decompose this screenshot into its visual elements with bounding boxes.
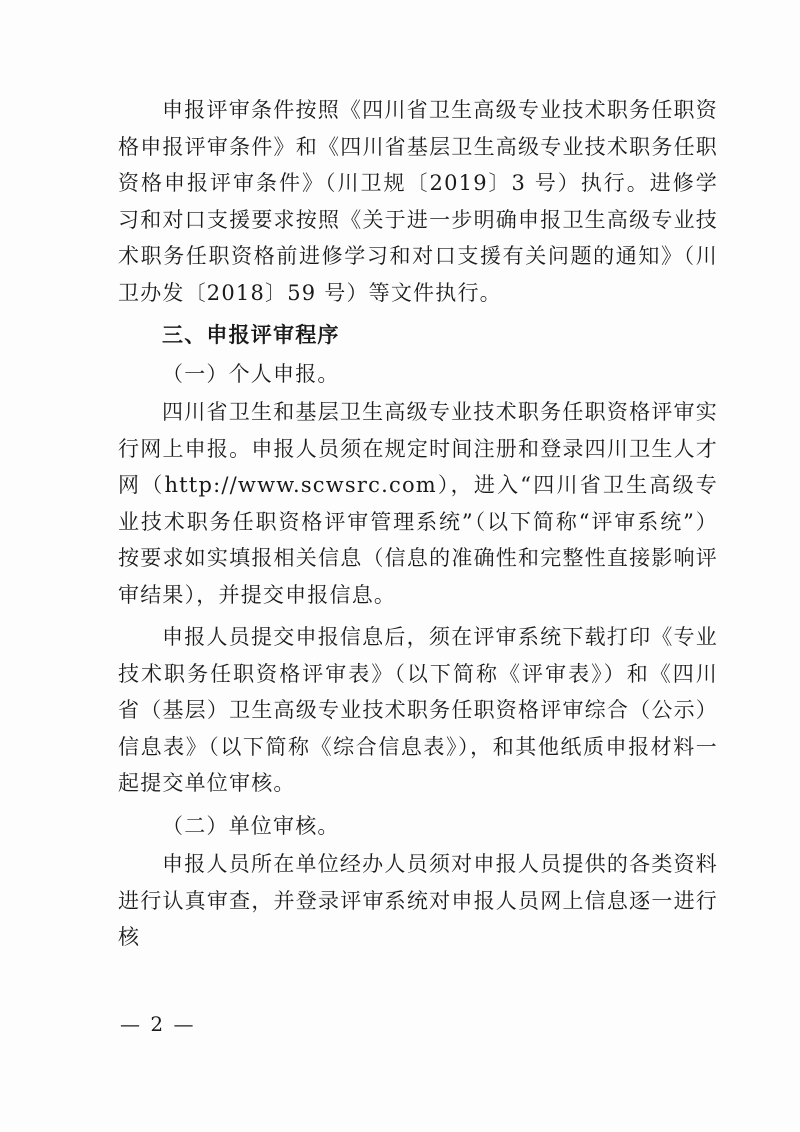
subsection-heading-personal-application: （一）个人申报。 [162, 361, 340, 386]
page-number: — 2 — [120, 1012, 196, 1036]
paragraph-application-conditions: 申报评审条件按照《四川省卫生高级专业技术职务任职资格申报评审条件》和《四川省基层卫生高级专业技术职务任职资格申报评审条件》（川卫规〔2019〕3 号）执行。进修学习和对口支援要求按照《关于进一步明确申报卫生高级专业技术职务任职资格前进修学习和对口支援有关问题的通知》（川卫办发〔2018〕59 号）等文件执行。 [118, 98, 718, 305]
paragraph-print-forms: 申报人员提交申报信息后，须在评审系统下载打印《专业技术职务任职资格评审表》（以下简称《评审表》）和《四川省（基层）卫生高级专业技术职务任职资格评审综合（公示）信息表》（以下简称《综合信息表》），和其他纸质申报材料一起提交单位审核。 [118, 625, 718, 795]
section-heading-procedure: 三、申报评审程序 [162, 323, 340, 347]
paragraph-unit-review: 申报人员所在单位经办人员须对申报人员提供的各类资料进行认真审查，并登录评审系统对申报人员网上信息逐一进行核 [118, 852, 718, 949]
document-body [118, 92, 718, 956]
paragraph-online-application: 四川省卫生和基层卫生高级专业技术职务任职资格评审实行网上申报。申报人员须在规定时间注册和登录四川卫生人才网（http://www.scwsrc.com），进入“四川省卫生高级专业技术职务任职资格评审管理系统”（以下简称“评审系统”）按要求如实填报相关信息（信息的准确性和完整性直接影响评审结果），并提交申报信息。 [118, 400, 718, 607]
subsection-heading-unit-review: （二）单位审核。 [162, 813, 340, 838]
